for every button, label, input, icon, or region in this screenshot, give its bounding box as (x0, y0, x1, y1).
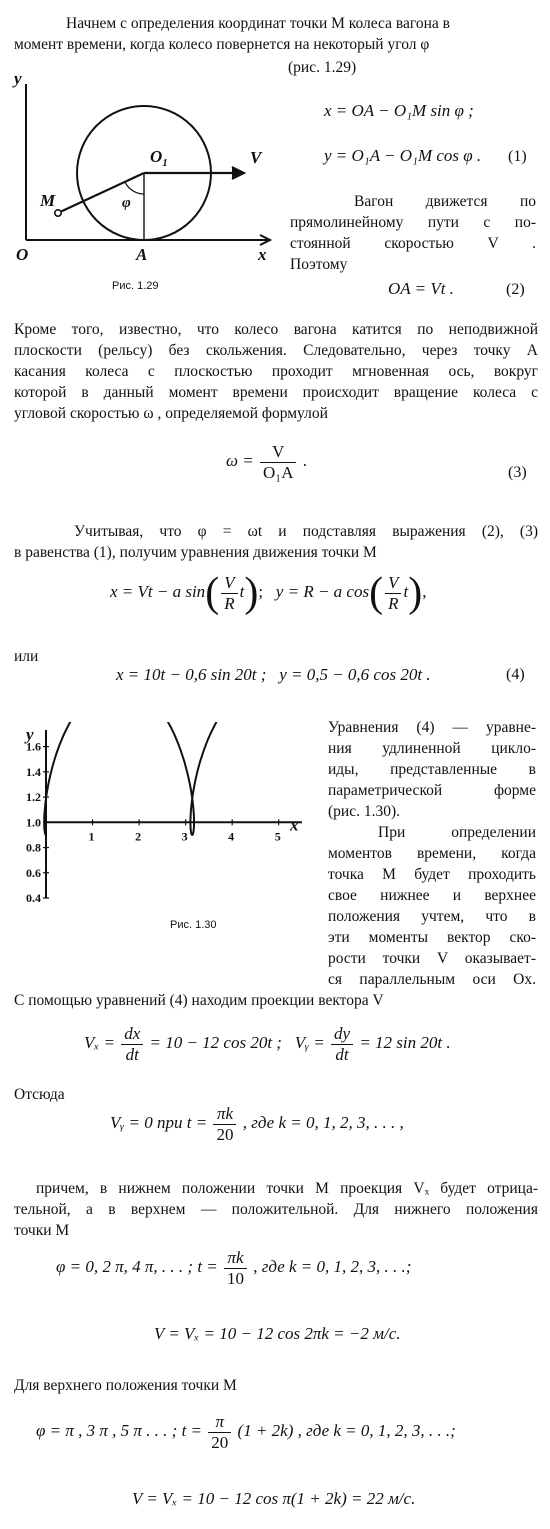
fig129-point-M (55, 210, 61, 216)
eq1-x: x = OA − O₁M sin φ ; (324, 101, 474, 120)
cycloid-l8: точка M будет проходить (328, 866, 536, 883)
eq-projections: Vₓ = $\frac{dx}{dt}$ = 10 − 12 cos 20t ; Vᵧ = $\frac{dy}{dt}$ = 12 sin 20t . (84, 1024, 451, 1064)
fig129-label-phi: φ (122, 195, 131, 211)
chart-y-tick-label: 1.2 (26, 790, 41, 805)
lower-line-3: точки M (14, 1222, 70, 1239)
chart-y-tick-label: 1.4 (26, 764, 41, 779)
fig129-caption: Рис. 1.29 (112, 280, 159, 292)
eq4-number: (4) (506, 666, 525, 683)
chart-y-tick-label: 0.8 (26, 840, 41, 855)
eq2: OA = Vt . (388, 279, 454, 298)
proj-intro: С помощью уравнений (4) находим проекции вектора V (14, 992, 384, 1009)
fig129-label-A: A (136, 245, 148, 264)
figure-1-29 (10, 62, 280, 277)
wheel-line-2: плоскости (рельсу) без скольжения. Следовательно, через точку A (14, 342, 538, 359)
fig129-velocity-arrow (232, 167, 244, 179)
intro-line-2: момент времени, когда колесо повернется на некоторый угол φ (14, 36, 430, 53)
eq1-y: y = O₁A − O₁M cos φ . (324, 146, 482, 165)
cycloid-l10: положения учтем, что в (328, 908, 536, 925)
chart-x-tick-label: 4 (228, 829, 235, 844)
chart-x-tick-label: 2 (135, 829, 142, 844)
upper-intro: Для верхнего положения точки M (14, 1377, 237, 1394)
wagon-line-4: Поэтому (290, 256, 348, 273)
cycloid-l2: ния удлиненной цикло- (328, 740, 536, 757)
chart-x-tick-label: 5 (274, 829, 281, 844)
cycloid-l7: моментов времени, когда (328, 845, 536, 862)
wheel-line-1: Кроме того, известно, что колесо вагона катится по неподвижной (14, 321, 538, 338)
fig129-label-M: M (40, 191, 56, 210)
intro-fig-ref: (рис. 1.29) (288, 59, 357, 76)
chart-series-line (44, 722, 301, 835)
eq-lower-position: φ = 0, 2 π, 4 π, . . . ; t = $\frac{\pi k}{10}$ , где k = 0, 1, 2, 3, . . .; (56, 1248, 412, 1288)
eq-v-lower: V = Vₓ = 10 − 12 cos 2πk = −2 м/с. (154, 1324, 401, 1343)
cycloid-l1: Уравнения (4) — уравне- (328, 719, 536, 736)
word-ili: или (14, 648, 39, 665)
chart-y-tick-label: 1.0 (26, 815, 41, 830)
eq-upper-position: φ = π , 3 π , 5 π . . . ; t = $\frac{\pi}{20}$ (1 + 2k) , где k = 0, 1, 2, 3, . . .; (36, 1412, 456, 1452)
eq3-number: (3) (508, 464, 527, 481)
cycloid-l5: (рис. 1.30). (328, 803, 400, 820)
chart-x-tick-label: 3 (181, 829, 188, 844)
chart-y-axis-label: y (26, 725, 34, 744)
word-otsyuda: Отсюда (14, 1086, 65, 1103)
wheel-line-4: которой в данный момент времени происходит вращение колеса с (14, 384, 538, 401)
wheel-line-3: касания колеса с плоскостью проходит мгновенная ось, вокруг (14, 363, 538, 380)
lower-line-2: тельной, а в верхнем — положительной. Для нижнего положения (14, 1201, 538, 1218)
sub-line-1: Учитывая, что φ = ωt и подставляя выражения (2), (3) (74, 523, 538, 540)
eq-vy-zero: Vᵧ = 0 при t = $\frac{\pi k}{20}$ , где k = 0, 1, 2, 3, . . . , (110, 1104, 404, 1144)
chart-y-tick-label: 1.6 (26, 739, 41, 754)
wagon-line-2: прямолинейному пути с по- (290, 214, 536, 231)
eq1-number: (1) (508, 148, 527, 165)
chart-y-tick-label: 0.4 (26, 891, 41, 905)
cycloid-l11: эти моменты вектор ско- (328, 929, 536, 946)
cycloid-l9: свое нижнее и верхнее (328, 887, 536, 904)
fig129-label-y: y (14, 69, 22, 88)
chart-y-tick-label: 0.6 (26, 865, 41, 880)
fig129-label-O: O (16, 245, 29, 264)
fig130-caption: Рис. 1.30 (170, 919, 217, 931)
fig129-label-V: V (250, 148, 262, 167)
wagon-line-1: Вагон движется по (354, 193, 536, 210)
sub-line-2: в равенства (1), получим уравнения движения точки M (14, 544, 377, 561)
eq3-fraction: $\frac{V}{\text{O₁A}}$ (260, 442, 296, 482)
eq3: ω = $\frac{V}{\text{O₁A}}$ . (226, 442, 307, 482)
lower-line-1: причем, в нижнем положении точки M проекция Vₓ будет отрица- (36, 1180, 538, 1197)
cycloid-l12: рости точки V оказывает- (328, 950, 536, 967)
cycloid-l3: иды, представленные в (328, 761, 536, 778)
cycloid-l13: ся параллельным оси Ox. (328, 971, 536, 988)
wagon-line-3: стоянной скоростью V . (290, 235, 536, 252)
chart-x-axis-label: x (290, 815, 299, 835)
eq2-number: (2) (506, 281, 525, 298)
cycloid-l4: параметрической форме (328, 782, 536, 799)
fig129-label-x: x (258, 245, 267, 264)
fig129-angle-arc (125, 182, 144, 194)
eq-v-upper: V = Vₓ = 10 − 12 cos π(1 + 2k) = 22 м/с. (132, 1489, 416, 1508)
eq4: x = 10t − 0,6 sin 20t ; y = 0,5 − 0,6 cos 20t . (116, 665, 431, 684)
wheel-line-5: угловой скоростью ω , определяемой формулой (14, 405, 328, 422)
cycloid-l6: При определении (378, 824, 536, 841)
fig129-arm-O1M (60, 173, 144, 212)
eq-motion: x = Vt − a sin( $\frac{V}{R}$ t); y = R − a cos( $\frac{V}{R}$ t), (110, 570, 427, 616)
intro-line-1: Начнем с определения координат точки M колеса вагона в (66, 15, 450, 32)
chart-1-30 (14, 722, 314, 912)
chart-x-tick-label: 1 (88, 829, 95, 844)
fig129-label-O1: $O_1$ (150, 147, 168, 169)
